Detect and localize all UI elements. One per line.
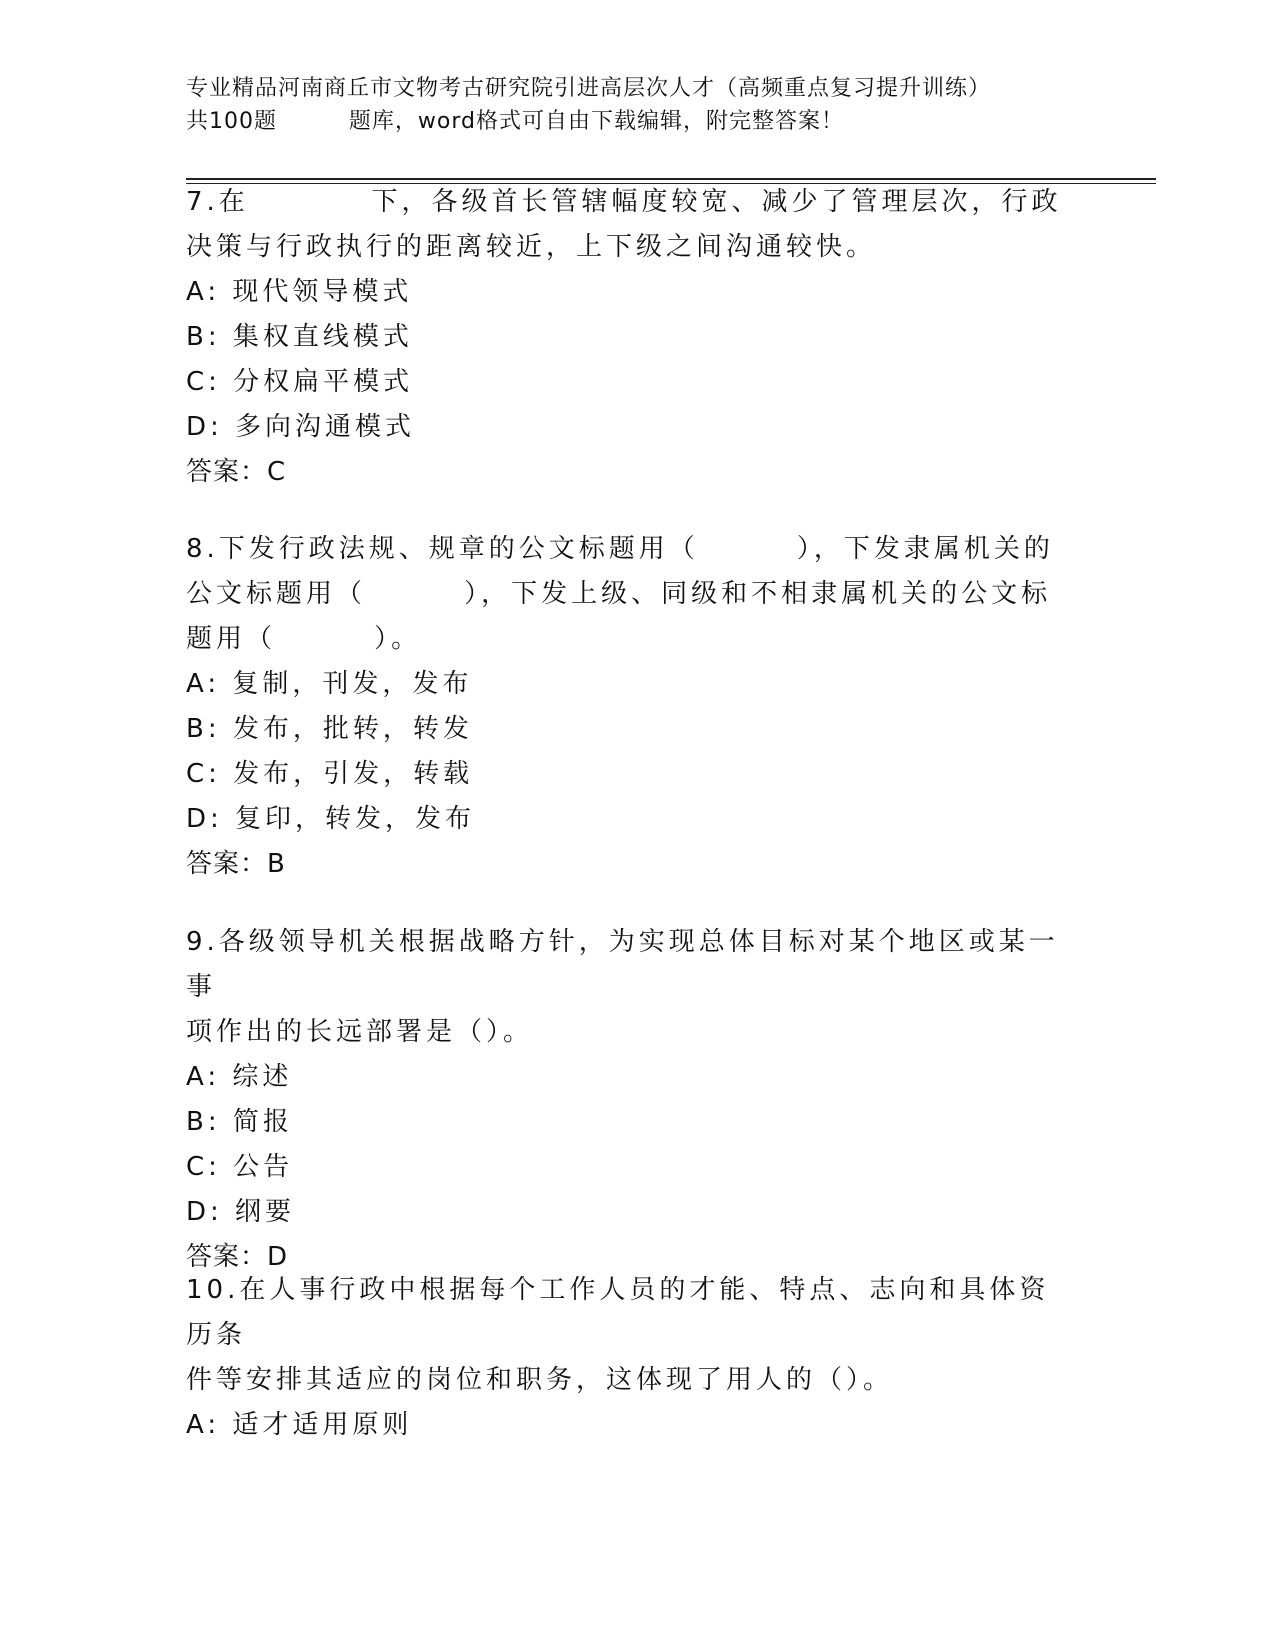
question-10: [186, 1268, 1066, 1448]
option-d: D: 多向沟通模式: [186, 412, 416, 442]
question-stem-line: 9.各级领导机关根据战略方针，为实现总体目标对某个地区或某一事: [186, 927, 1059, 1002]
answer-label: 答案：: [186, 457, 268, 487]
document-subtitle: 共100题 题库，word格式可自由下载编辑，附完整答案！: [186, 109, 845, 134]
option-b: B: 发布，批转，转发: [186, 714, 473, 744]
question-9: [186, 920, 1066, 1280]
option-b: B: 集权直线模式: [186, 322, 413, 352]
answer-line: [186, 450, 1066, 495]
question-stem-line: 项作出的长远部署是（）。: [186, 1017, 534, 1047]
answer-label: 答案：: [186, 1242, 268, 1272]
document-header: [186, 72, 1106, 138]
answer-value: B: [267, 849, 286, 879]
document-title: 专业精品河南商丘市文物考古研究院引进高层次人才（高频重点复习提升训练）: [186, 76, 992, 101]
answer-label: 答案：: [186, 849, 268, 879]
answer-value: D: [267, 1242, 289, 1272]
answer-value: C: [267, 457, 287, 487]
option-b: B: 简报: [186, 1107, 293, 1137]
question-stem-line: 8.下发行政法规、规章的公文标题用（ ），下发隶属机关的: [186, 534, 1054, 564]
option-a: A: 复制，刊发，发布: [186, 669, 473, 699]
question-stem-line: 题用（ ）。: [186, 624, 422, 654]
question-stem-line: 10.在人事行政中根据每个工作人员的才能、特点、志向和具体资历条: [186, 1275, 1050, 1350]
option-d: D: 纲要: [186, 1197, 296, 1227]
option-a: A: 综述: [186, 1062, 293, 1092]
question-stem-line: 7.在 下，各级首长管辖幅度较宽、减少了管理层次，行政: [186, 187, 1062, 217]
option-c: C: 公告: [186, 1152, 294, 1182]
question-stem-line: 件等安排其适应的岗位和职务，这体现了用人的（）。: [186, 1365, 894, 1395]
option-c: C: 发布，引发，转载: [186, 759, 474, 789]
question-stem-line: 决策与行政执行的距离较近，上下级之间沟通较快。: [186, 232, 877, 262]
option-d: D: 复印，转发，发布: [186, 804, 476, 834]
question-8: [186, 527, 1066, 887]
answer-line: [186, 842, 1066, 887]
question-stem-line: 公文标题用（ ），下发上级、同级和不相隶属机关的公文标: [186, 579, 1052, 609]
question-7: [186, 180, 1066, 495]
option-c: C: 分权扁平模式: [186, 367, 414, 397]
option-a: A: 适才适用原则: [186, 1410, 413, 1440]
option-a: A: 现代领导模式: [186, 277, 413, 307]
